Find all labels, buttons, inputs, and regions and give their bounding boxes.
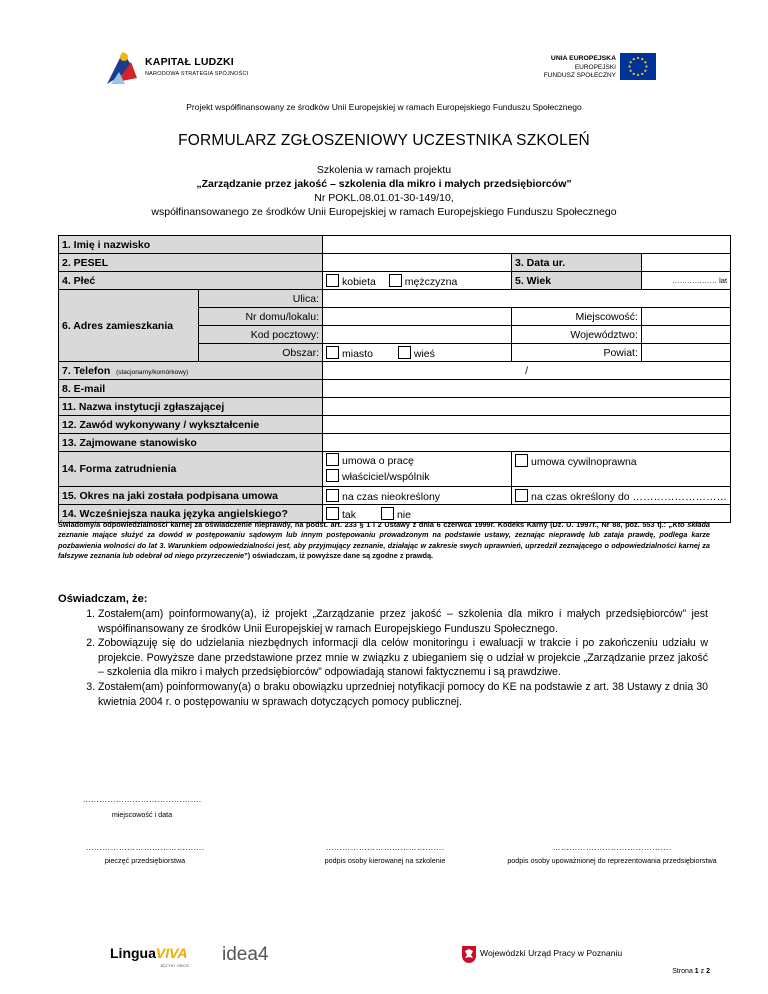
eu-star [644, 70, 646, 72]
row-profession [59, 416, 731, 434]
option-definite: na czas określony do ……………………… [531, 490, 728, 503]
linguaviva-logo [110, 945, 189, 968]
label-voivodeship: Województwo: [512, 326, 642, 344]
checkbox-city[interactable] [326, 346, 339, 359]
field-email[interactable] [323, 380, 731, 398]
intro-project-name: „Zarządzanie przez jakość – szkolenia dla mikro i małych przedsiębiorców” [196, 178, 572, 190]
intro-line-4: współfinansowanego ze środków Unii Europejskiej w ramach Europejskiego Funduszu Społecznego [151, 206, 617, 218]
eu-line-2: EUROPEJSKI [574, 63, 616, 71]
label-house: Nr domu/lokalu: [199, 308, 323, 326]
authorized-signature [507, 843, 717, 866]
option-village: wieś [413, 347, 435, 360]
field-period-2 [512, 487, 731, 505]
field-phone[interactable]: / [323, 362, 731, 380]
label-address: 6. Adres zamieszkania [59, 290, 199, 362]
label-name: 1. Imię i nazwisko [59, 236, 323, 254]
page-mid: z [698, 968, 707, 975]
label-street: Ulica: [199, 290, 323, 308]
wup-crest-icon [462, 946, 476, 963]
label-county: Powiat: [512, 344, 642, 362]
field-institution[interactable] [323, 398, 731, 416]
cofinancing-note: Projekt współfinansowany ze środków Unii Europejskiej w ramach Europejskiego Funduszu Społecznego [186, 102, 582, 112]
eu-star [644, 61, 646, 63]
registration-form [58, 235, 731, 523]
row-employment [59, 452, 731, 487]
option-female: kobieta [342, 275, 376, 288]
page-current: 1 [694, 968, 699, 975]
row-position [59, 434, 731, 452]
checkbox-civil[interactable] [515, 454, 528, 467]
eu-star [637, 74, 639, 76]
eu-star [630, 70, 632, 72]
field-period [323, 487, 512, 505]
label-area: Obszar: [199, 344, 323, 362]
option-owner: właściciel/wspólnik [342, 471, 430, 483]
option-city: miasto [342, 347, 373, 360]
label-sex: 4. Płeć [59, 272, 323, 290]
row-pesel [59, 254, 731, 272]
checkbox-male[interactable] [389, 274, 402, 287]
label-phone-text: 7. Telefon [62, 364, 111, 377]
statement-2: 2. Zobowiązuję się do udzielania niezbędnych informacji dla celów monitoringu i ewaluacji w trakcie i po zakończeniu udziału w projekcie. Powyższe dane przedstawione przez mnie w związku z ubieganiem się o udział w projekcie „Zarządzanie przez jakość – szkolenia dla mikro i małych przedsiębiorców” odpowiadają stanowi faktycznemu i są prawdziwe. [98, 636, 708, 680]
eu-star [633, 58, 635, 60]
field-voivodeship[interactable] [641, 326, 730, 344]
linguaviva-sub: JĘZYKI OBCE [160, 963, 190, 968]
checkbox-definite[interactable] [515, 489, 528, 502]
declaration-italic: „Kto składa zeznanie mające służyć za dowód w postępowaniu sądowym lub innym postępowaniu prowadzonym na podstawie ustawy, zeznając nieprawdę lub zataja prawdę, podlega karze pozbawienia wolności do lat 3. Warunkiem odpowiedzialności jest, aby przyjmujący zeznanie, działając w zakresie swych uprawnień, uprzedził zeznającego o odpowiedzialności karnej za fałszywe zeznania lub odebrał od niego przyrzeczenie [58, 520, 710, 561]
stamp-label: pieczęć przedsiębiorstwa [104, 856, 186, 865]
checkbox-yes[interactable] [326, 507, 339, 520]
eu-line-1: UNIA EUROPEJSKA [550, 55, 616, 62]
trainee-dots[interactable]: ……………………………………. [325, 843, 445, 852]
intro-line-1: Szkolenia w ramach projektu [316, 164, 452, 176]
eu-star [645, 65, 647, 67]
label-profession: 12. Zawód wykonywany / wykształcenie [59, 416, 323, 434]
row-email [59, 380, 731, 398]
intro-project-number: Nr POKL.08.01.01-30-149/10, [314, 192, 454, 204]
place-date-signature [82, 795, 202, 819]
option-contract: umowa o pracę [342, 455, 414, 467]
option-civil: umowa cywilnoprawna [531, 456, 637, 468]
trainee-label: podpis osoby kierowanej na szkolenie [324, 856, 446, 865]
eu-line-3: FUNDUSZ SPOŁECZNY [543, 72, 616, 79]
row-name [59, 236, 731, 254]
field-age[interactable]: ……………… lat [641, 272, 730, 290]
field-dob[interactable] [641, 254, 730, 272]
checkbox-owner[interactable] [326, 469, 339, 482]
field-house[interactable] [323, 308, 512, 326]
checkbox-indefinite[interactable] [326, 489, 339, 502]
option-male: mężczyzna [404, 275, 458, 288]
option-no: nie [396, 508, 411, 521]
label-phone-note: (stacjonarny/komórkowy) [116, 368, 189, 376]
label-phone [59, 362, 323, 380]
row-sex [59, 272, 731, 290]
field-postcode[interactable] [323, 326, 512, 344]
label-email: 8. E-mail [59, 380, 323, 398]
legal-declaration [58, 520, 710, 562]
stamp-dots[interactable]: ……………………………………. [85, 843, 205, 852]
linguaviva-viva: VIVA [155, 945, 188, 961]
statements-heading: Oświadczam, że: [58, 593, 148, 605]
field-employment-2 [512, 452, 731, 487]
eu-star [628, 65, 630, 67]
row-period [59, 487, 731, 505]
field-name[interactable] [323, 236, 731, 254]
label-period: 15. Okres na jaki została podpisana umowa [59, 487, 323, 505]
declaration-bold: Świadomy/a odpowiedzialności karnej za oświadczenie nieprawdy, na podst. art. 233 § 1 i 2 Ustawy z dnia 6 czerwca 1999r. Kodeks Karny (Dz. U. 1997r., Nr 88, poz. 553 tj.: [58, 520, 669, 529]
field-area [323, 344, 512, 362]
linguaviva-lingua: Lingua [110, 945, 156, 961]
field-pesel[interactable] [323, 254, 512, 272]
field-county[interactable] [641, 344, 730, 362]
field-profession[interactable] [323, 416, 731, 434]
kapital-ludzki-title: KAPITAŁ LUDZKI [145, 56, 234, 68]
statement-3: 3. Zostałem(am) poinformowany(a) o braku obowiązku uprzedniej notyfikacji pomocy do KE na podstawie z art. 38 Ustawy z dnia 30 kwietnia 2004 r. o postępowaniu w sprawach dotyczących pomocy publicznej. [98, 680, 708, 709]
field-employment [323, 452, 512, 487]
kapital-ludzki-emblem-icon [103, 48, 143, 88]
field-street[interactable] [323, 290, 731, 308]
label-position: 13. Zajmowane stanowisko [59, 434, 323, 452]
page-title: FORMULARZ ZGŁOSZENIOWY UCZESTNIKA SZKOLEŃ [178, 132, 590, 149]
place-date-dots[interactable]: ……………………………………. [82, 795, 202, 804]
label-institution: 11. Nazwa instytucji zgłaszającej [59, 398, 323, 416]
idea4-logo: idea4 [222, 944, 269, 965]
authorized-label: podpis osoby upoważnionej do reprezentowania przedsiębiorstwa [507, 856, 717, 865]
declaration-end: ”) oświadczam, iż powyższe dane są zgodne z prawdą. [244, 551, 434, 561]
eu-star [633, 73, 635, 75]
wup-name: Wojewódzki Urząd Pracy w Poznaniu [480, 948, 623, 958]
row-street [59, 290, 731, 308]
checkbox-village[interactable] [398, 346, 411, 359]
eu-star [630, 61, 632, 63]
eu-flag-icon [620, 53, 656, 80]
project-intro [0, 163, 768, 219]
eu-label [544, 55, 616, 81]
label-town: Miejscowość: [512, 308, 642, 326]
eu-star [637, 57, 639, 59]
statements-list [58, 607, 708, 709]
authorized-dots[interactable]: ……………………………………. [552, 843, 672, 852]
row-phone [59, 362, 731, 380]
field-sex [323, 272, 512, 290]
option-yes: tak [342, 508, 357, 521]
stamp-signature [80, 843, 210, 865]
field-town[interactable] [641, 308, 730, 326]
label-postcode: Kod pocztowy: [199, 326, 323, 344]
kapital-ludzki-subtitle: NARODOWA STRATEGIA SPÓJNOŚCI [145, 71, 249, 77]
option-indefinite: na czas nieokreślony [342, 490, 441, 503]
label-age: 5. Wiek [512, 272, 642, 290]
label-employment: 14. Forma zatrudnienia [59, 452, 323, 487]
place-date-label: miejscowość i data [111, 810, 173, 819]
page-prefix: Strona [672, 968, 695, 975]
checkbox-no[interactable] [381, 507, 394, 520]
label-pesel: 2. PESEL [59, 254, 323, 272]
checkbox-contract[interactable] [326, 453, 339, 466]
eu-star [641, 58, 643, 60]
kapital-ludzki-logo [103, 48, 243, 88]
row-institution [59, 398, 731, 416]
checkbox-female[interactable] [326, 274, 339, 287]
trainee-signature [290, 843, 480, 865]
field-position[interactable] [323, 434, 731, 452]
eu-star [641, 73, 643, 75]
statement-1: 1. Zostałem(am) poinformowany(a), iż projekt „Zarządzanie przez jakość – szkolenia dla mikro i małych przedsiębiorców” jest współfinansowany ze środków Unii Europejskiej w ramach Europejskiego Funduszu Społecznego. [98, 607, 708, 636]
label-dob: 3. Data ur. [512, 254, 642, 272]
page-total: 2 [706, 968, 710, 975]
label-english: 14. Wcześniejsza nauka języka angielskiego? [59, 505, 323, 523]
page-number [672, 968, 710, 975]
